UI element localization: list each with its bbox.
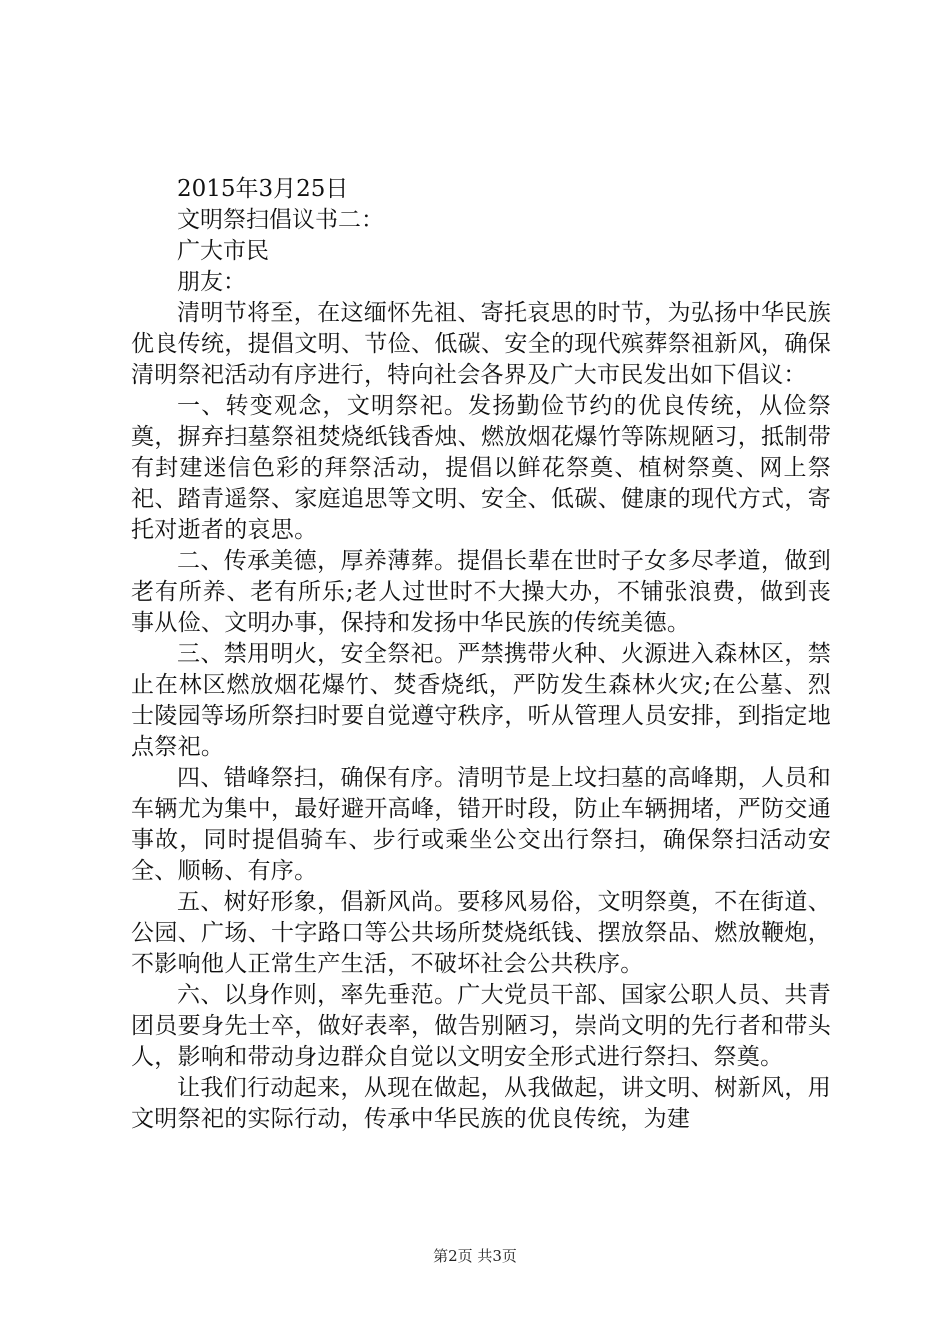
document-body: [131, 174, 831, 1135]
paragraph-item-6: 六、以身作则，率先垂范。广大党员干部、国家公职人员、共青团员要身先士卒，做好表率，做告别陋习，崇尚文明的先行者和带头人，影响和带动身边群众自觉以文明安全形式进行祭扫、祭奠。: [131, 982, 831, 1070]
page-number: 第2页 共3页: [433, 1247, 517, 1265]
paragraph-item-1: 一、转变观念，文明祭祀。发扬勤俭节约的优良传统，从俭祭奠，摒弃扫墓祭祖焚烧纸钱香烛、燃放烟花爆竹等陈规陋习，抵制带有封建迷信色彩的拜祭活动，提倡以鲜花祭奠、植树祭奠、网上祭祀、踏青遥祭、家庭追思等文明、安全、低碳、健康的现代方式，寄托对逝者的哀思。: [131, 393, 831, 543]
paragraph-closing: 让我们行动起来，从现在做起，从我做起，讲文明、树新风，用文明祭祀的实际行动，传承中华民族的优良传统，为建: [131, 1075, 831, 1132]
paragraph-item-4: 四、错峰祭扫，确保有序。清明节是上坟扫墓的高峰期，人员和车辆尤为集中，最好避开高峰，错开时段，防止车辆拥堵，严防交通事故，同时提倡骑车、步行或乘坐公交出行祭扫，确保祭扫活动安全、顺畅、有序。: [131, 765, 831, 884]
addressee-line-1: 广大市民: [177, 238, 269, 264]
page-footer: [0, 1246, 950, 1266]
paragraph-item-5: 五、树好形象，倡新风尚。要移风易俗，文明祭奠，不在街道、公园、广场、十字路口等公共场所焚烧纸钱、摆放祭品、燃放鞭炮，不影响他人正常生产生活，不破坏社会公共秩序。: [131, 889, 831, 977]
paragraph-item-2: 二、传承美德，厚养薄葬。提倡长辈在世时子女多尽孝道，做到老有所养、老有所乐;老人过世时不大操大办，不铺张浪费，做到丧事从俭、文明办事，保持和发扬中华民族的传统美德。: [131, 548, 831, 636]
document-title: 文明祭扫倡议书二：: [177, 207, 384, 233]
document-date: 2015年3月25日: [177, 176, 349, 202]
paragraph-item-3: 三、禁用明火，安全祭祀。严禁携带火种、火源进入森林区，禁止在林区燃放烟花爆竹、焚香烧纸，严防发生森林火灾;在公墓、烈士陵园等场所祭扫时要自觉遵守秩序，听从管理人员安排，到指定地点祭祀。: [131, 641, 831, 760]
addressee-line-2: 朋友：: [177, 269, 246, 295]
paragraph-intro: 清明节将至，在这缅怀先祖、寄托哀思的时节，为弘扬中华民族优良传统，提倡文明、节俭、低碳、安全的现代殡葬祭祖新风，确保清明祭祀活动有序进行，特向社会各界及广大市民发出如下倡议：: [131, 300, 831, 388]
